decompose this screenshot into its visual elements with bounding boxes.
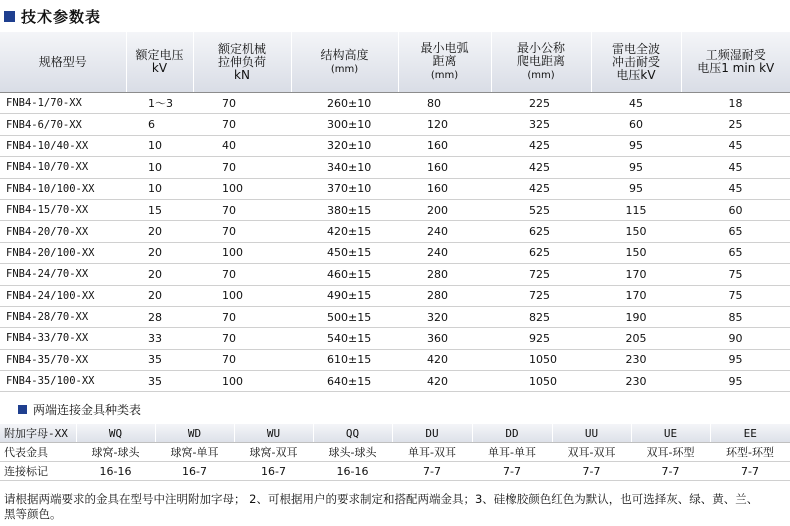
value-cell: 160 xyxy=(398,157,491,178)
value-cell: 260±10 xyxy=(291,93,398,114)
spec-title-text: 技术参数表 xyxy=(21,7,102,26)
value-cell: 95 xyxy=(681,349,790,370)
fittings-type-cell: 球窝-球头 xyxy=(76,443,155,462)
value-cell: 115 xyxy=(591,199,681,220)
value-cell: 10 xyxy=(126,157,193,178)
model-cell: FNB4-33/70-XX xyxy=(0,328,126,349)
footnote: 请根据两端要求的金具在型号中注明附加字母； 2、可根据用户的要求制定和搭配两端金具；3、硅橡胶颜色红色为默认，也可选择灰、绿、黄、兰、黑等颜色。 xyxy=(4,492,759,521)
spec-header-line: (mm) xyxy=(430,70,459,81)
value-cell: 10 xyxy=(126,178,193,199)
value-cell: 35 xyxy=(126,349,193,370)
fittings-table xyxy=(0,424,790,481)
fittings-mark-cell: 7-7 xyxy=(710,462,790,481)
value-cell: 725 xyxy=(491,285,591,306)
spec-header-line: 爬电距离 xyxy=(516,54,565,68)
fittings-code-cell: WQ xyxy=(76,424,155,443)
value-cell: 1050 xyxy=(491,349,591,370)
value-cell: 380±15 xyxy=(291,199,398,220)
value-cell: 70 xyxy=(193,264,291,285)
value-cell: 60 xyxy=(591,114,681,135)
spec-header-line: 工频湿耐受 xyxy=(705,48,766,62)
value-cell: 500±15 xyxy=(291,306,398,327)
value-cell: 35 xyxy=(126,371,193,392)
fittings-code-cell: UU xyxy=(552,424,631,443)
table-row xyxy=(0,264,790,285)
fittings-code-row xyxy=(0,424,790,443)
value-cell: 320±10 xyxy=(291,135,398,156)
value-cell: 65 xyxy=(681,242,790,263)
value-cell: 425 xyxy=(491,135,591,156)
value-cell: 150 xyxy=(591,242,681,263)
fittings-mark-cell: 16-7 xyxy=(155,462,234,481)
value-cell: 70 xyxy=(193,349,291,370)
table-row xyxy=(0,306,790,327)
model-cell: FNB4-24/70-XX xyxy=(0,264,126,285)
spec-header-cell xyxy=(193,32,291,93)
value-cell: 170 xyxy=(591,264,681,285)
spec-section-title xyxy=(4,6,101,26)
value-cell: 85 xyxy=(681,306,790,327)
table-row xyxy=(0,178,790,199)
value-cell: 20 xyxy=(126,242,193,263)
value-cell: 20 xyxy=(126,264,193,285)
value-cell: 190 xyxy=(591,306,681,327)
fittings-row-label: 代表金具 xyxy=(0,443,76,462)
fittings-section-title xyxy=(18,401,141,417)
value-cell: 230 xyxy=(591,371,681,392)
spec-header-line: 电压1 min kV xyxy=(697,61,775,75)
value-cell: 60 xyxy=(681,199,790,220)
fittings-mark-row xyxy=(0,462,790,481)
spec-header-line: 最小公称 xyxy=(516,41,565,55)
table-row xyxy=(0,285,790,306)
value-cell: 320 xyxy=(398,306,491,327)
value-cell: 120 xyxy=(398,114,491,135)
value-cell: 100 xyxy=(193,242,291,263)
model-cell: FNB4-28/70-XX xyxy=(0,306,126,327)
value-cell: 45 xyxy=(681,157,790,178)
spec-header-row xyxy=(0,32,790,93)
value-cell: 370±10 xyxy=(291,178,398,199)
value-cell: 20 xyxy=(126,285,193,306)
fittings-code-cell: UE xyxy=(631,424,710,443)
value-cell: 225 xyxy=(491,93,591,114)
value-cell: 280 xyxy=(398,285,491,306)
value-cell: 150 xyxy=(591,221,681,242)
fittings-code-cell: WD xyxy=(155,424,234,443)
fittings-type-row xyxy=(0,443,790,462)
fittings-title-text: 两端连接金具种类表 xyxy=(33,402,142,417)
spec-header-cell xyxy=(0,32,126,93)
table-row xyxy=(0,349,790,370)
model-cell: FNB4-35/100-XX xyxy=(0,371,126,392)
fittings-row-label: 连接标记 xyxy=(0,462,76,481)
fittings-mark-cell: 16-16 xyxy=(313,462,392,481)
value-cell: 95 xyxy=(591,157,681,178)
value-cell: 1050 xyxy=(491,371,591,392)
value-cell: 160 xyxy=(398,178,491,199)
table-row xyxy=(0,135,790,156)
model-cell: FNB4-20/70-XX xyxy=(0,221,126,242)
value-cell: 925 xyxy=(491,328,591,349)
fittings-mark-cell: 7-7 xyxy=(392,462,472,481)
value-cell: 825 xyxy=(491,306,591,327)
spec-header-line: 距离 xyxy=(432,54,457,68)
spec-header-cell xyxy=(291,32,398,93)
fittings-mark-cell: 16-16 xyxy=(76,462,155,481)
value-cell: 360 xyxy=(398,328,491,349)
value-cell: 40 xyxy=(193,135,291,156)
value-cell: 95 xyxy=(591,178,681,199)
value-cell: 45 xyxy=(681,135,790,156)
value-cell: 100 xyxy=(193,371,291,392)
fittings-type-cell: 球窝-双耳 xyxy=(234,443,313,462)
value-cell: 10 xyxy=(126,135,193,156)
fittings-code-cell: QQ xyxy=(313,424,392,443)
value-cell: 70 xyxy=(193,157,291,178)
value-cell: 540±15 xyxy=(291,328,398,349)
value-cell: 70 xyxy=(193,199,291,220)
value-cell: 65 xyxy=(681,221,790,242)
value-cell: 460±15 xyxy=(291,264,398,285)
spec-header-line: 额定机械 xyxy=(217,41,266,56)
spec-header-line: kV xyxy=(151,61,168,75)
model-cell: FNB4-20/100-XX xyxy=(0,242,126,263)
spec-header-line: 拉伸负荷 xyxy=(217,54,266,69)
fittings-code-cell: EE xyxy=(710,424,790,443)
value-cell: 15 xyxy=(126,199,193,220)
value-cell: 340±10 xyxy=(291,157,398,178)
spec-header-line: 规格型号 xyxy=(38,54,87,69)
value-cell: 160 xyxy=(398,135,491,156)
value-cell: 425 xyxy=(491,178,591,199)
spec-header-cell xyxy=(398,32,491,93)
value-cell: 25 xyxy=(681,114,790,135)
spec-header-line: 冲击耐受 xyxy=(611,54,660,69)
square-bullet-icon xyxy=(18,405,27,414)
value-cell: 610±15 xyxy=(291,349,398,370)
value-cell: 6 xyxy=(126,114,193,135)
fittings-type-cell: 球窝-单耳 xyxy=(155,443,234,462)
fittings-type-cell: 球头-球头 xyxy=(313,443,392,462)
fittings-type-cell: 单耳-双耳 xyxy=(392,443,472,462)
model-cell: FNB4-15/70-XX xyxy=(0,199,126,220)
value-cell: 100 xyxy=(193,178,291,199)
value-cell: 325 xyxy=(491,114,591,135)
spec-header-line: 雷电全波 xyxy=(611,41,660,56)
square-bullet-icon xyxy=(4,11,15,22)
model-cell: FNB4-35/70-XX xyxy=(0,349,126,370)
value-cell: 45 xyxy=(591,93,681,114)
spec-header-cell xyxy=(681,32,790,93)
fittings-mark-cell: 16-7 xyxy=(234,462,313,481)
spec-header-line: 额定电压 xyxy=(135,48,184,62)
value-cell: 230 xyxy=(591,349,681,370)
value-cell: 625 xyxy=(491,242,591,263)
value-cell: 240 xyxy=(398,221,491,242)
value-cell: 205 xyxy=(591,328,681,349)
value-cell: 625 xyxy=(491,221,591,242)
value-cell: 95 xyxy=(681,371,790,392)
fittings-type-cell: 双耳-双耳 xyxy=(552,443,631,462)
value-cell: 33 xyxy=(126,328,193,349)
value-cell: 725 xyxy=(491,264,591,285)
spec-header-line: 结构高度 xyxy=(320,47,369,62)
table-row xyxy=(0,221,790,242)
value-cell: 200 xyxy=(398,199,491,220)
table-row xyxy=(0,328,790,349)
spec-header-line: kN xyxy=(234,67,250,82)
value-cell: 45 xyxy=(681,178,790,199)
model-cell: FNB4-1/70-XX xyxy=(0,93,126,114)
value-cell: 70 xyxy=(193,93,291,114)
value-cell: 70 xyxy=(193,114,291,135)
value-cell: 75 xyxy=(681,264,790,285)
fittings-row-label: 附加字母-XX xyxy=(0,424,76,443)
spec-table xyxy=(0,32,790,392)
table-row xyxy=(0,114,790,135)
value-cell: 75 xyxy=(681,285,790,306)
value-cell: 525 xyxy=(491,199,591,220)
value-cell: 240 xyxy=(398,242,491,263)
fittings-code-cell: DD xyxy=(472,424,552,443)
value-cell: 420 xyxy=(398,349,491,370)
value-cell: 70 xyxy=(193,221,291,242)
value-cell: 18 xyxy=(681,93,790,114)
value-cell: 490±15 xyxy=(291,285,398,306)
value-cell: 1～3 xyxy=(126,93,193,114)
value-cell: 70 xyxy=(193,306,291,327)
spec-header-cell xyxy=(126,32,193,93)
value-cell: 300±10 xyxy=(291,114,398,135)
value-cell: 450±15 xyxy=(291,242,398,263)
fittings-type-cell: 单耳-单耳 xyxy=(472,443,552,462)
fittings-mark-cell: 7-7 xyxy=(472,462,552,481)
spec-header-line: (mm) xyxy=(330,63,359,75)
table-row xyxy=(0,93,790,114)
value-cell: 28 xyxy=(126,306,193,327)
value-cell: 20 xyxy=(126,221,193,242)
table-row xyxy=(0,371,790,392)
model-cell: FNB4-10/100-XX xyxy=(0,178,126,199)
fittings-code-cell: WU xyxy=(234,424,313,443)
value-cell: 100 xyxy=(193,285,291,306)
fittings-mark-cell: 7-7 xyxy=(631,462,710,481)
value-cell: 420±15 xyxy=(291,221,398,242)
fittings-type-cell: 环型-环型 xyxy=(710,443,790,462)
fittings-mark-cell: 7-7 xyxy=(552,462,631,481)
value-cell: 95 xyxy=(591,135,681,156)
table-row xyxy=(0,157,790,178)
value-cell: 425 xyxy=(491,157,591,178)
model-cell: FNB4-24/100-XX xyxy=(0,285,126,306)
model-cell: FNB4-6/70-XX xyxy=(0,114,126,135)
value-cell: 90 xyxy=(681,328,790,349)
value-cell: 420 xyxy=(398,371,491,392)
table-row xyxy=(0,199,790,220)
value-cell: 70 xyxy=(193,328,291,349)
spec-header-line: 最小电弧 xyxy=(420,41,469,55)
spec-header-cell xyxy=(491,32,591,93)
spec-header-line: 电压kV xyxy=(616,67,656,82)
table-row xyxy=(0,242,790,263)
spec-header-line: (mm) xyxy=(527,70,555,81)
value-cell: 80 xyxy=(398,93,491,114)
model-cell: FNB4-10/40-XX xyxy=(0,135,126,156)
value-cell: 170 xyxy=(591,285,681,306)
fittings-code-cell: DU xyxy=(392,424,472,443)
model-cell: FNB4-10/70-XX xyxy=(0,157,126,178)
value-cell: 280 xyxy=(398,264,491,285)
value-cell: 640±15 xyxy=(291,371,398,392)
fittings-type-cell: 双耳-环型 xyxy=(631,443,710,462)
spec-header-cell xyxy=(591,32,681,93)
